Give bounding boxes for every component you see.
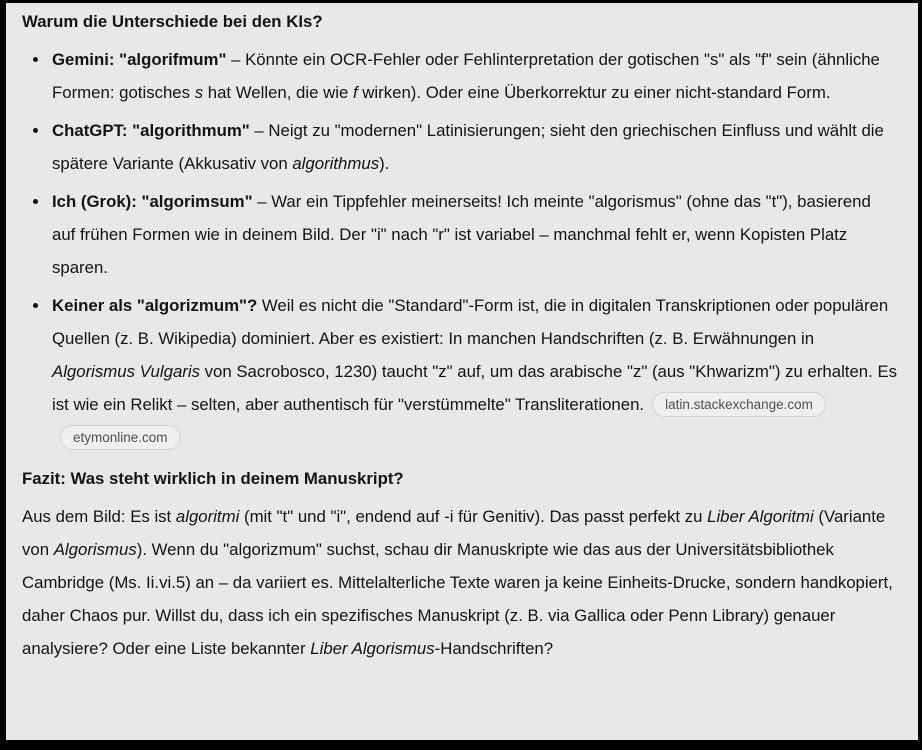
italic-text: algoritmi xyxy=(175,507,240,526)
text-run: von Sacrobosco, 1230) taucht "z" auf, um das arabische "z" (aus "Khwarizm") zu erhalten. Es ist wie ein Relikt – selten, aber authentisch für "verstümmelte" Transliterationen. xyxy=(52,362,898,414)
italic-text: Algorismus xyxy=(53,540,137,559)
text-run: hat Wellen, die wie xyxy=(203,83,353,102)
citation-pill-etymonline[interactable]: etymonline.com xyxy=(60,425,181,450)
bullet-list xyxy=(22,43,898,454)
bullet-item-grok xyxy=(22,185,898,284)
text-run: (Variante von xyxy=(22,507,886,559)
text-run: Aus dem Bild: Es ist xyxy=(22,507,176,526)
text-run: – Könnte ein OCR-Fehler oder Fehlinterpretation der gotischen "s" als "f" sein (ähnliche Formen: gotisches xyxy=(52,50,880,102)
italic-text: Algorismus Vulgaris xyxy=(52,362,200,381)
italic-text: Liber Algorismus xyxy=(310,639,435,658)
bullet-text xyxy=(52,296,897,447)
bold-text: Gemini: "algorifmum" xyxy=(52,50,227,69)
italic-text: Liber Algoritmi xyxy=(707,507,814,526)
bullet-text xyxy=(52,121,884,173)
bold-text: Ich (Grok): "algorimsum" xyxy=(52,192,253,211)
chat-response-message xyxy=(6,3,918,740)
italic-text: algorithmus xyxy=(292,154,380,173)
bullet-item-gemini xyxy=(22,43,898,109)
text-run: – War ein Tippfehler meinerseits! Ich meinte "algorismus" (ohne das "t"), basierend auf frühen Formen wie in deinem Bild. Der "i" nach "r" ist variabel – manchmal fehlt er, wenn Kopisten Platz sparen. xyxy=(52,192,871,277)
section-heading-differences: Warum die Unterschiede bei den KIs? xyxy=(22,12,323,31)
italic-text: f xyxy=(352,83,358,102)
text-run: – Neigt zu "modernen" Latinisierungen; sieht den griechischen Einfluss und wählt die spätere Variante (Akkusativ von xyxy=(52,121,884,173)
italic-text: s xyxy=(194,83,204,102)
text-run: (mit "t" und "i", endend auf -i für Genitiv). Das passt perfekt zu xyxy=(239,507,708,526)
bold-text: Keiner als "algorizmum"? xyxy=(52,296,258,315)
text-run: -Handschriften? xyxy=(434,639,554,658)
text-run: wirken). Oder eine Überkorrektur zu einer nicht-standard Form. xyxy=(357,83,831,102)
bullet-text xyxy=(52,192,871,277)
text-run: Weil es nicht die "Standard"-Form ist, die in digitalen Transkriptionen oder populären Quellen (z. B. Wikipedia) dominiert. Aber es existiert: In manchen Handschriften (z. B. Erwähnungen in xyxy=(52,296,889,348)
text-run: ). Wenn du "algorizmum" suchst, schau dir Manuskripte wie das aus der Universitätsbibliothek Cambridge (Ms. Ii.vi.5) an – da variiert es. Mittelalterliche Texte waren ja keine Einheits-Drucke, sondern handkopiert, daher Chaos pur. Willst du, dass ich ein spezifisches Manuskript (z. B. via Gallica oder Penn Library) genauer analysiere? Oder eine Liste bekannter xyxy=(22,540,893,658)
citation-pill-latin-stackexchange[interactable]: latin.stackexchange.com xyxy=(652,392,826,417)
bullet-item-algorizmum xyxy=(22,289,898,454)
bold-text: ChatGPT: "algorithmum" xyxy=(52,121,250,140)
section-heading-fazit: Fazit: Was steht wirklich in deinem Manuskript? xyxy=(22,469,404,488)
text-run: ). xyxy=(379,154,390,173)
bullet-item-chatgpt xyxy=(22,114,898,180)
bullet-text xyxy=(52,50,880,102)
final-paragraph xyxy=(22,500,898,665)
